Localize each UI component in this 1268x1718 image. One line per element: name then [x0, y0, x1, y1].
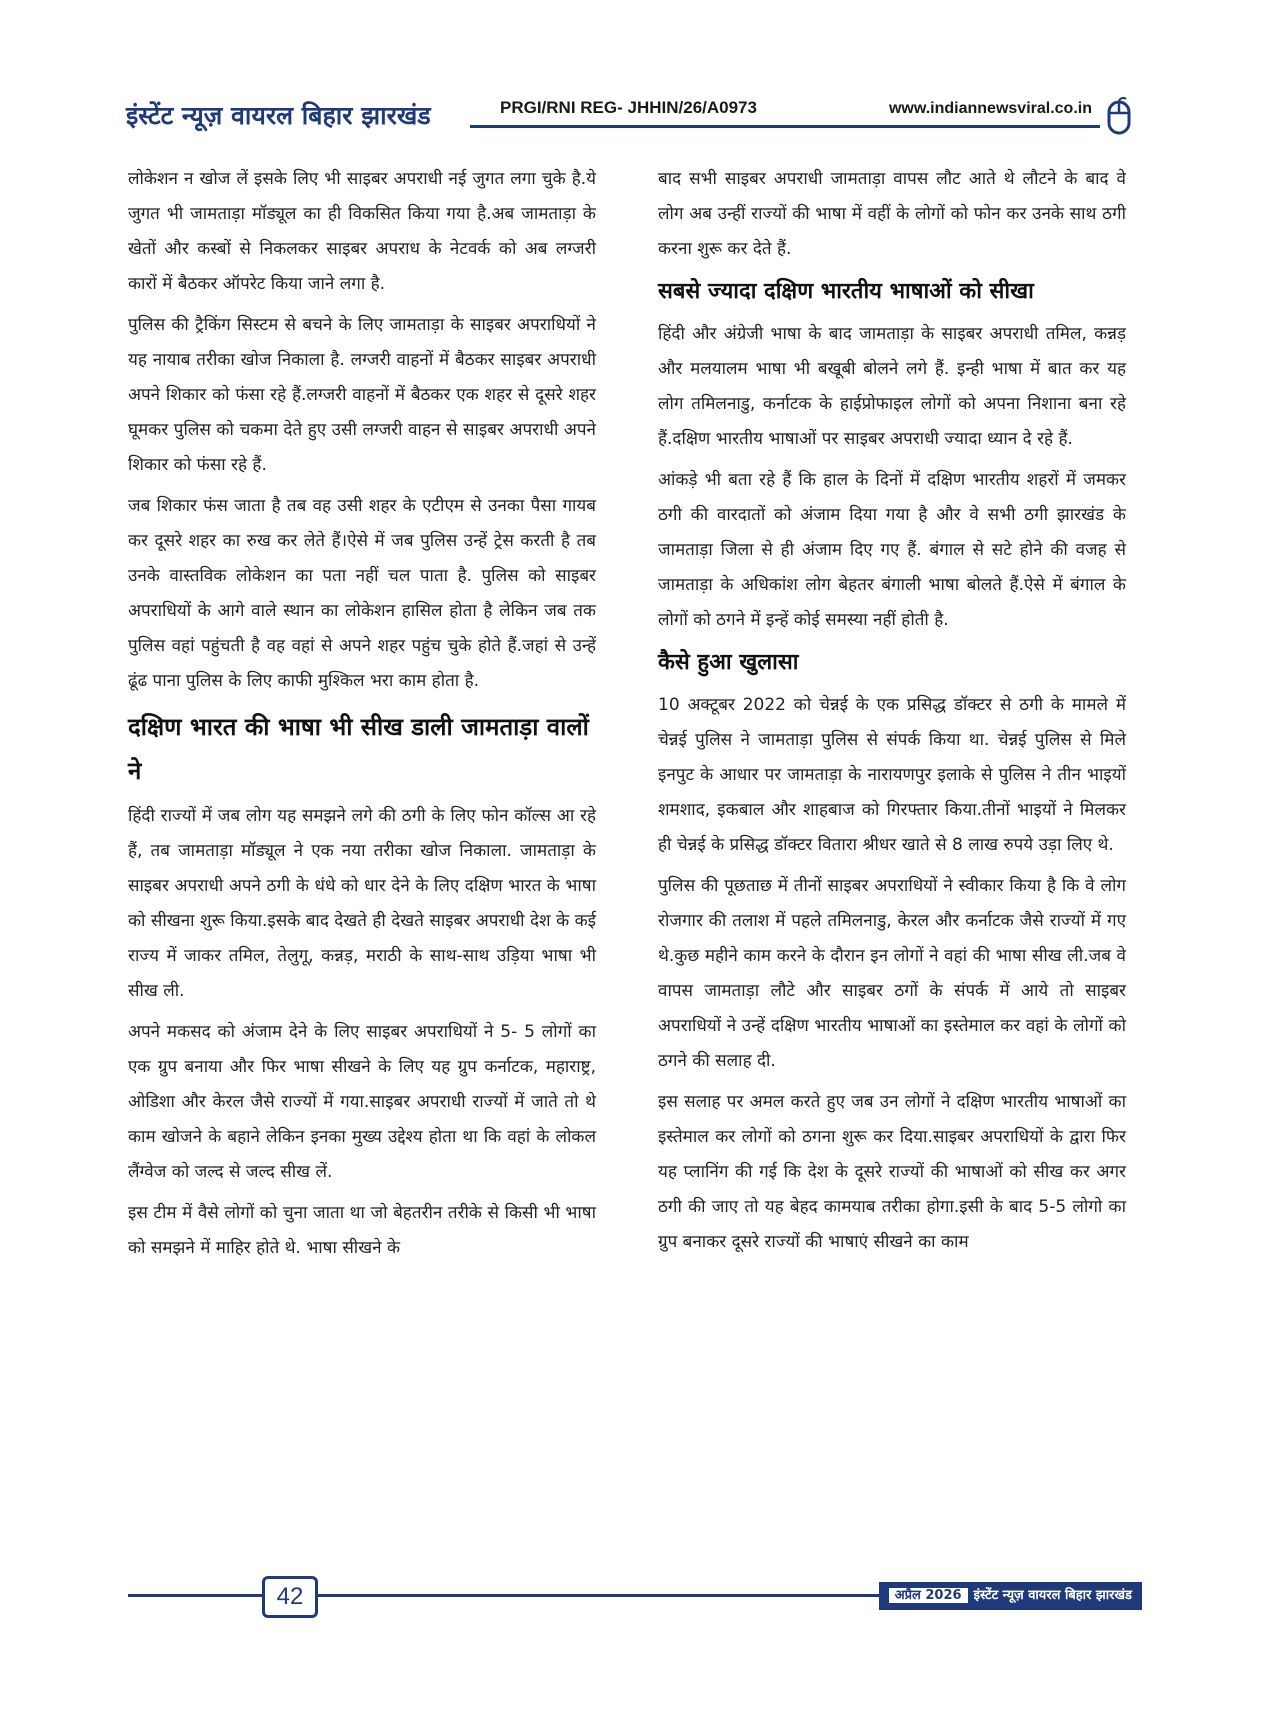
registration-number: PRGI/RNI REG- JHHIN/26/A0973 [500, 98, 757, 117]
footer-publication-name: इंस्टेंट न्यूज़ वायरल बिहार झारखंड [973, 1588, 1132, 1603]
section-heading: सबसे ज्यादा दक्षिण भारतीय भाषाओं को सीखा [658, 279, 1034, 304]
website-link[interactable]: www.indiannewsviral.co.in [888, 100, 1092, 117]
section-heading: दक्षिण भारत की भाषा भी सीख डाली जामताड़ा वालों ने [128, 713, 589, 785]
paragraph: पुलिस की पूछताछ में तीनों साइबर अपराधियों ने स्वीकार किया है कि वे लोग रोजगार की तलाश में पहले तमिलनाडु, केरल और कर्नाटक जैसे राज्यों में गए थे.कुछ महीने काम करने के दौरान इन लोगों ने वहां की भाषा सीख ली.जब वे वापस जामताड़ा लौटे और साइबर ठगों के संपर्क में आये तो साइबर अपराधियों ने उन्हें दक्षिण भारतीय भाषाओं का इस्तेमाल कर वहां के लोगों को ठगने की सलाह दी. [658, 876, 1126, 1071]
issue-date: अप्रैल 2026 [889, 1588, 968, 1603]
paragraph: इस टीम में वैसे लोगों को चुना जाता था जो बेहतरीन तरीके से किसी भी भाषा को समझने में माहिर होते थे. भाषा सीखने के [128, 1203, 596, 1258]
paragraph: 10 अक्टूबर 2022 को चेन्नई के एक प्रसिद्ध डॉक्टर से ठगी के मामले में चेन्नई पुलिस ने जामताड़ा पुलिस से संपर्क किया था. चेन्नई पुलिस से मिले इनपुट के आधार पर जामताड़ा के नारायणपुर इलाके से पुलिस ने तीन भाइयों शमशाद, इकबाल और शाहबाज को गिरफ्तार किया.तीनों भाइयों ने मिलकर ही चेन्नई के प्रसिद्ध डॉक्टर वितारा श्रीधर खाते से 8 लाख रुपये उड़ा लिए थे. [658, 695, 1126, 855]
page-footer [128, 1576, 1142, 1616]
paragraph: बाद सभी साइबर अपराधी जामताड़ा वापस लौट आते थे लौटने के बाद वे लोग अब उन्हीं राज्यों की भाषा में वहीं के लोगों को फोन कर उनके साथ ठगी करना शुरू कर देते हैं. [658, 169, 1126, 259]
paragraph: पुलिस की ट्रैकिंग सिस्टम से बचने के लिए जामताड़ा के साइबर अपराधियों ने यह नायाब तरीका खोज निकाला है. लग्जरी वाहनों में बैठकर साइबर अपराधी अपने शिकार को फंसा रहे हैं.लग्जरी वाहनों में बैठकर एक शहर से दूसरे शहर घूमकर पुलिस को चकमा देते हुए उसी लग्जरी वाहन से साइबर अपराधी अपने शिकार को फंसा रहे हैं. [128, 315, 596, 475]
paragraph: लोकेशन न खोज लें इसके लिए भी साइबर अपराधी नई जुगत लगा चुके है.ये जुगत भी जामताड़ा मॉड्यूल का ही विकसित किया गया है.अब जामताड़ा के खेतों और कस्बों से निकलकर साइबर अपराध के नेटवर्क को अब लग्जरी कारों में बैठकर ऑपरेट किया जाने लगा है. [128, 169, 596, 294]
paragraph: जब शिकार फंस जाता है तब वह उसी शहर के एटीएम से उनका पैसा गायब कर दूसरे शहर का रुख कर लेते हैं।ऐसे में जब पुलिस उन्हें ट्रेस करती है तब उनके वास्तविक लोकेशन का पता नहीं चल पाता है. पुलिस को साइबर अपराधियों के आगे वाले स्थान का लोकेशन हासिल होता है लेकिन जब तक पुलिस वहां पहुंचती है वह वहां से अपने शहर पहुंच चुके होते हैं.जहां से उन्हें ढूंढ पाना पुलिस के लिए काफी मुश्किल भरा काम होता है. [128, 496, 596, 691]
paragraph: आंकड़े भी बता रहे हैं कि हाल के दिनों में दक्षिण भारतीय शहरों में जमकर ठगी की वारदातों को अंजाम दिया गया है और वे सभी ठगी झारखंड के जामताड़ा जिला से ही अंजाम दिए गए हैं. बंगाल से सटे होने की वजह से जामताड़ा के अधिकांश लोग बेहतर बंगाली भाषा बोलते हैं.ऐसे में बंगाल के लोगों को ठगने में इन्हें कोई समस्या नहीं होती है. [658, 470, 1126, 630]
section-heading: कैसे हुआ खुलासा [658, 650, 799, 675]
page-header [120, 88, 1140, 148]
article-right-column [658, 162, 1126, 1266]
article-left-column [128, 162, 596, 1272]
paragraph: हिंदी राज्यों में जब लोग यह समझने लगे की ठगी के लिए फोन कॉल्स आ रहे हैं, तब जामताड़ा मॉड्यूल ने एक नया तरीका खोज निकाला. जामताड़ा के साइबर अपराधी अपने ठगी के धंधे को धार देने के लिए दक्षिण भारत के भाषा को सीखना शुरू किया.इसके बाद देखते ही देखते साइबर अपराधी देश के कई राज्य में जाकर तमिल, तेलुगू, कन्नड़, मराठी के साथ-साथ उड़िया भाषा भी सीख ली. [128, 806, 596, 1001]
paragraph: अपने मकसद को अंजाम देने के लिए साइबर अपराधियों ने 5- 5 लोगों का एक ग्रुप बनाया और फिर भाषा सीखने के लिए यह ग्रुप कर्नाटक, महाराष्ट्र, ओडिशा और केरल जैसे राज्यों में गया.साइबर अपराधी राज्यों में जाते तो थे काम खोजने के बहाने लेकिन इनका मुख्य उद्देश्य होता था कि वहां के लोकल लैंग्वेज को जल्द से जल्द सीख लें. [128, 1022, 596, 1182]
paragraph: इस सलाह पर अमल करते हुए जब उन लोगों ने दक्षिण भारतीय भाषाओं का इस्तेमाल कर लोगों को ठगना शुरू कर दिया.साइबर अपराधियों के द्वारा फिर यह प्लानिंग की गई कि देश के दूसरे राज्यों की भाषाओं को सीख कर अगर ठगी की जाए तो यह बेहद कामयाब तरीका होगा.इसी के बाद 5-5 लोगो का ग्रुप बनाकर दूसरे राज्यों की भाषाएं सीखने का काम [658, 1092, 1126, 1252]
footer-publication-banner [879, 1582, 1142, 1610]
paragraph: हिंदी और अंग्रेजी भाषा के बाद जामताड़ा के साइबर अपराधी तमिल, कन्नड़ और मलयालम भाषा भी बखूबी बोलने लगे हैं. इन्ही भाषा में बात कर यह लोग तमिलनाडु, कर्नाटक के हाईप्रोफाइल लोगों को अपना निशाना बना रहे हैं.दक्षिण भारतीय भाषाओं पर साइबर अपराधी ज्यादा ध्यान दे रहे हैं. [658, 324, 1126, 449]
mouse-icon [1106, 96, 1132, 136]
page-number: 42 [262, 1576, 318, 1618]
publication-title: इंस्टेंट न्यूज़ वायरल बिहार झारखंड [126, 101, 431, 130]
header-rule [470, 125, 1100, 128]
